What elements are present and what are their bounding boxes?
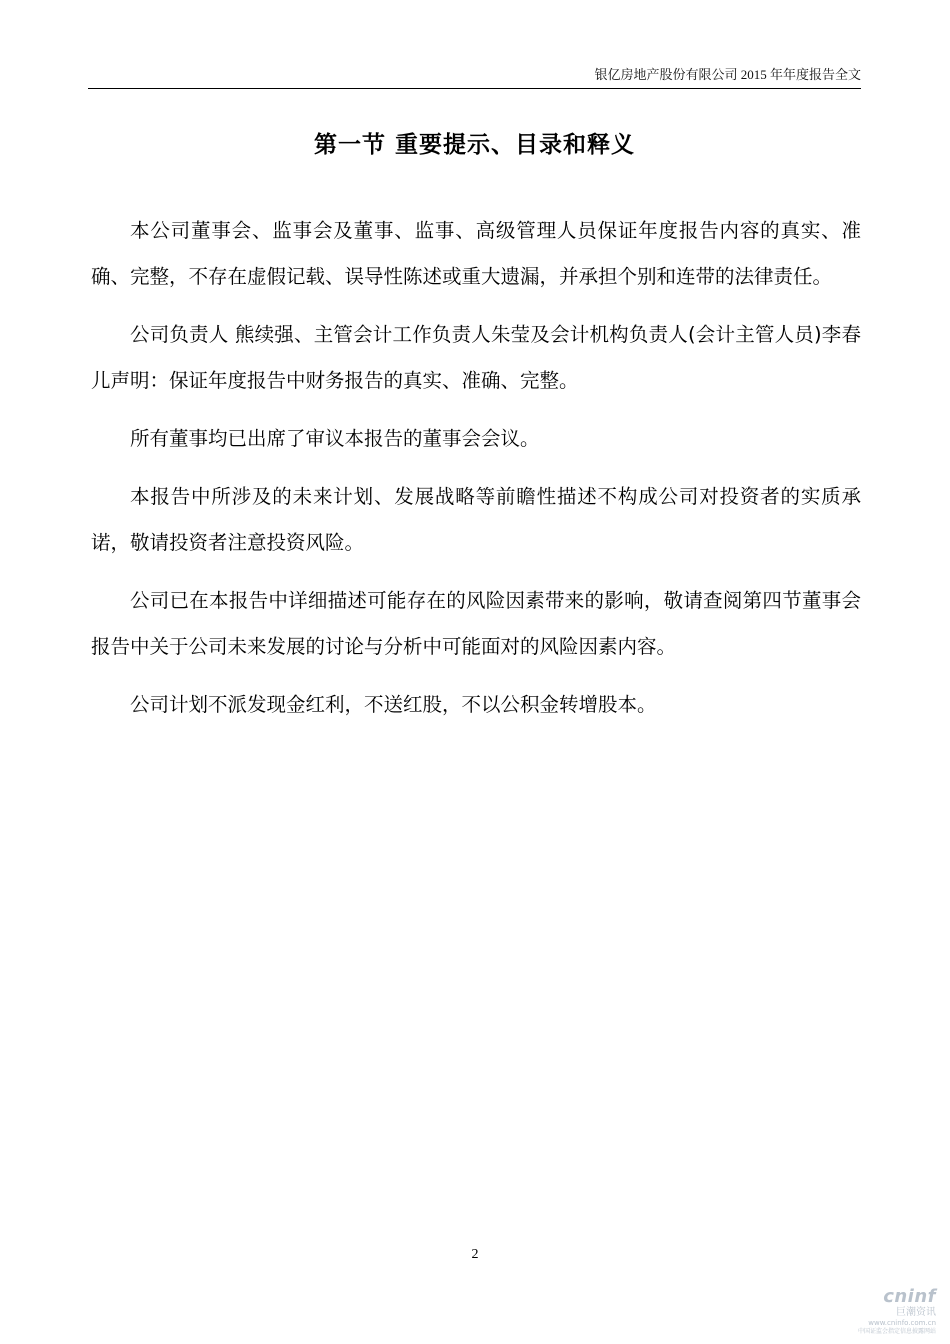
paragraph-financial-declaration: 公司负责人 熊续强、主管会计工作负责人朱莹及会计机构负责人(会计主管人员)李春儿声明：保证年度报告中财务报告的真实、准确、完整。: [91, 323, 861, 392]
body-text: [91, 208, 861, 740]
watermark-subtitle: 巨潮资讯: [896, 1307, 936, 1318]
watermark-tagline: 中国证监会指定信息披露网站: [857, 1328, 936, 1335]
cninfo-watermark-logo: [816, 1287, 936, 1336]
section-title: 第一节 重要提示、目录和释义: [313, 132, 635, 158]
running-header: 银亿房地产股份有限公司 2015 年年度报告全文: [594, 67, 861, 82]
watermark-url: www.cninfo.com.cn: [868, 1319, 936, 1327]
paragraph-board-attendance: 所有董事均已出席了审议本报告的董事会会议。: [130, 427, 540, 450]
header-divider: [88, 88, 861, 89]
paragraph-forward-looking-disclaimer: 本报告中所涉及的未来计划、发展战略等前瞻性描述不构成公司对投资者的实质承诺，敬请投资者注意投资风险。: [91, 485, 861, 554]
paragraph-risk-factors: 公司已在本报告中详细描述可能存在的风险因素带来的影响，敬请查阅第四节董事会报告中关于公司未来发展的讨论与分析中可能面对的风险因素内容。: [91, 589, 861, 658]
watermark-logo-text: cninf: [883, 1286, 936, 1307]
paragraph-responsibility-statement: 本公司董事会、监事会及董事、监事、高级管理人员保证年度报告内容的真实、准确、完整，不存在虚假记载、误导性陈述或重大遗漏，并承担个别和连带的法律责任。: [91, 219, 861, 288]
paragraph-dividend-plan: 公司计划不派发现金红利，不送红股，不以公积金转增股本。: [130, 693, 657, 716]
page-number: 2: [471, 1247, 479, 1262]
